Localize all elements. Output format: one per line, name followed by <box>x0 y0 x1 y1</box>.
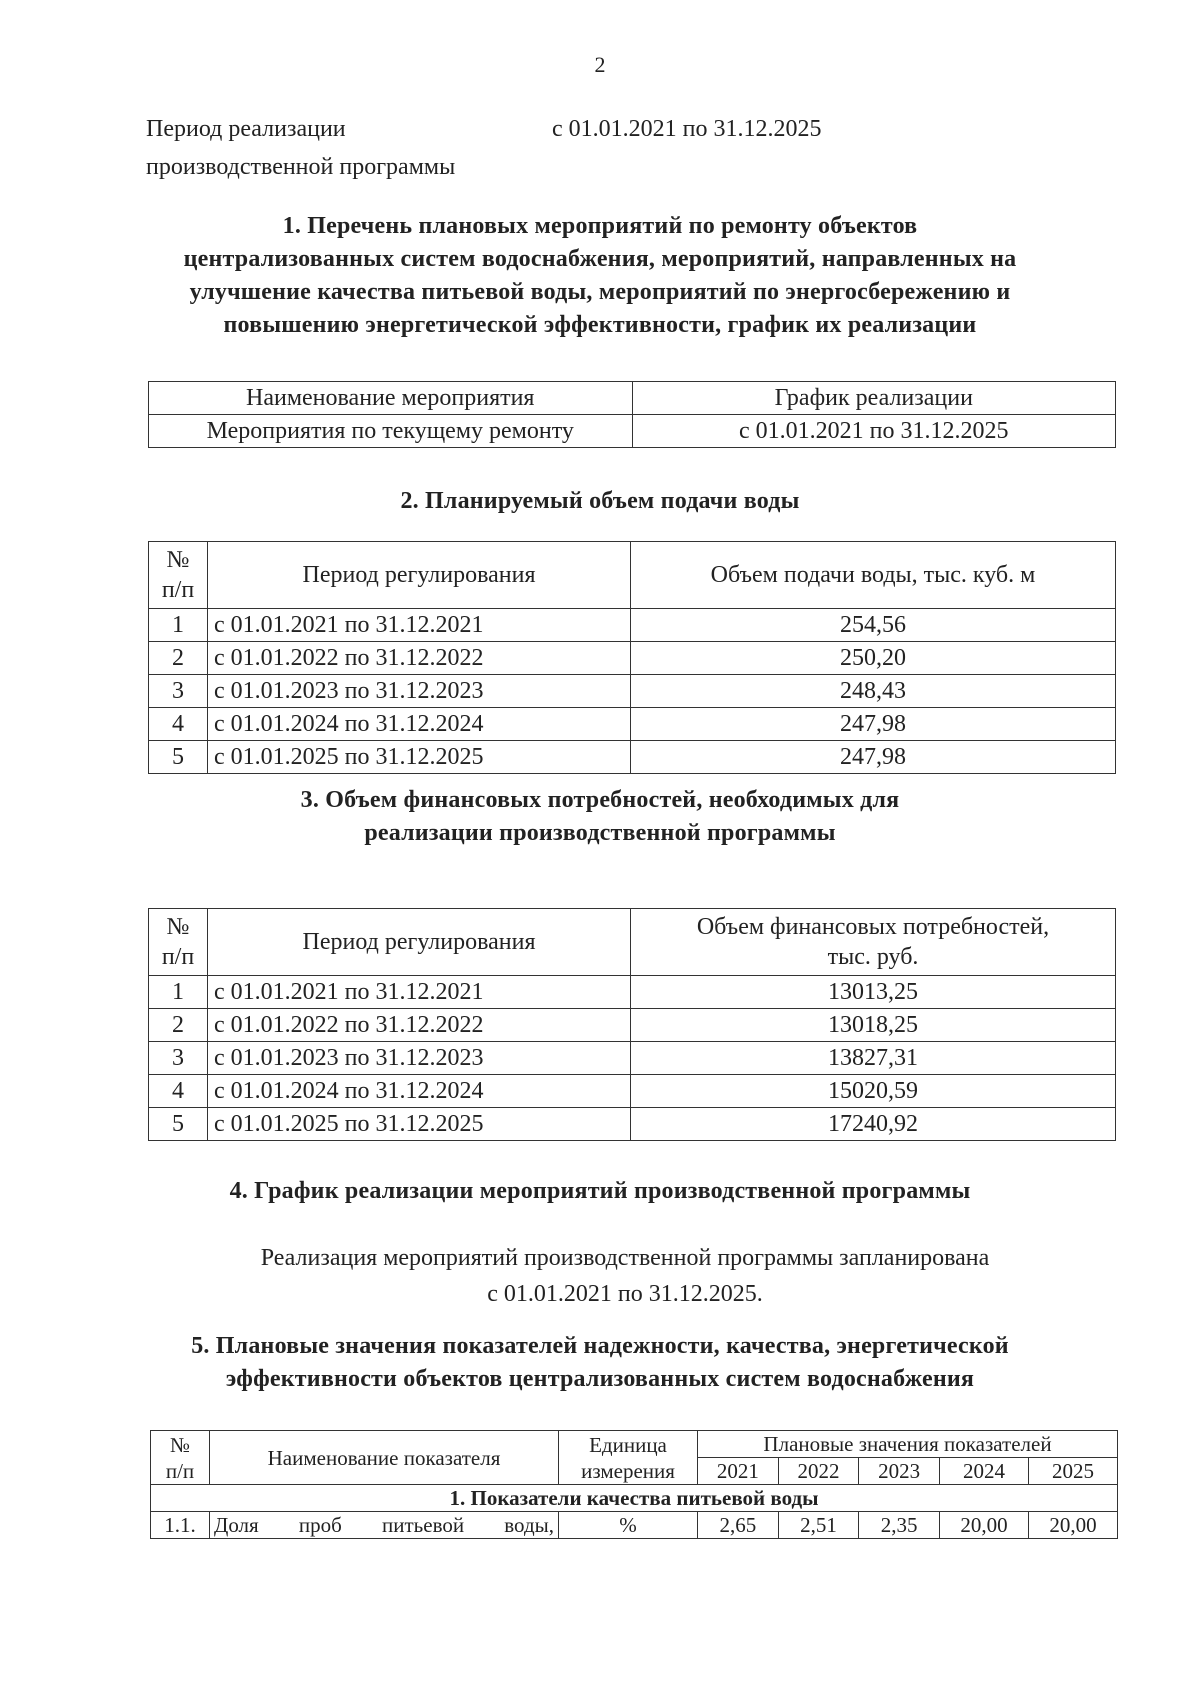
section5-title-line: 5. Плановые значения показателей надежности, качества, энергетической <box>191 1333 1009 1359</box>
cell-num: 1.1. <box>151 1512 210 1539</box>
section1-title-line: централизованных систем водоснабжения, мероприятий, направленных на <box>183 246 1017 272</box>
cell-period: с 01.01.2024 по 31.12.2024 <box>208 1075 631 1108</box>
num-abbr: п/п <box>161 577 195 603</box>
cell-num: 1 <box>149 609 208 642</box>
year-header: 2021 <box>698 1458 779 1485</box>
section4-text <box>150 1240 1100 1312</box>
section1-title-line: 1. Перечень плановых мероприятий по ремонту объектов <box>282 213 918 239</box>
year-header: 2024 <box>939 1458 1028 1485</box>
cell-period: с 01.01.2023 по 31.12.2023 <box>208 675 631 708</box>
cell-value: 2,51 <box>778 1512 859 1539</box>
cell-value: 20,00 <box>939 1512 1028 1539</box>
cell-num: 3 <box>149 675 208 708</box>
table-header-period: Период регулирования <box>208 909 631 976</box>
section5-title-line: эффективности объектов централизованных систем водоснабжения <box>225 1366 975 1392</box>
cell-period: с 01.01.2022 по 31.12.2022 <box>208 642 631 675</box>
table-header-plan: Плановые значения показателей <box>698 1431 1118 1458</box>
cell-num: 2 <box>149 1009 208 1042</box>
section-row: 1. Показатели качества питьевой воды <box>151 1485 1118 1512</box>
section5-title <box>120 1330 1080 1396</box>
year-header: 2025 <box>1028 1458 1117 1485</box>
section1-title-line: улучшение качества питьевой воды, мероприятий по энергосбережению и <box>189 279 1011 305</box>
activities-table <box>148 381 1116 448</box>
table-row <box>149 1042 1116 1075</box>
water-supply-table <box>148 541 1116 774</box>
cell-num: 4 <box>149 708 208 741</box>
section4-title: 4. График реализации мероприятий производственной программы <box>229 1178 971 1204</box>
header-unit-line: Единица <box>589 1432 667 1457</box>
table-header-name: Наименование показателя <box>210 1431 559 1485</box>
year-header: 2022 <box>778 1458 859 1485</box>
num-sign: № <box>169 1432 191 1457</box>
table-row <box>149 415 1116 448</box>
cell-unit: % <box>559 1512 698 1539</box>
section1-title <box>120 210 1080 342</box>
cell-value: 2,65 <box>698 1512 779 1539</box>
period-label-line2: производственной программы <box>146 154 456 180</box>
table-header-unit <box>559 1431 698 1485</box>
cell-period: с 01.01.2023 по 31.12.2023 <box>208 1042 631 1075</box>
cell-num: 5 <box>149 1108 208 1141</box>
section3-title-line: 3. Объем финансовых потребностей, необходимых для <box>300 787 900 813</box>
section4-text-line: с 01.01.2021 по 31.12.2025. <box>487 1281 763 1307</box>
cell-num: 5 <box>149 741 208 774</box>
cell-value: 248,43 <box>631 675 1116 708</box>
cell-value: 13018,25 <box>631 1009 1116 1042</box>
financial-needs-table <box>148 908 1116 1141</box>
table-header-num <box>149 909 208 976</box>
cell-num: 1 <box>149 976 208 1009</box>
table-row <box>149 675 1116 708</box>
table-row <box>149 976 1116 1009</box>
num-sign: № <box>166 914 190 940</box>
section4-text-line: Реализация мероприятий производственной программы запланирована <box>260 1245 990 1271</box>
table-row <box>149 1009 1116 1042</box>
cell-num: 2 <box>149 642 208 675</box>
period-block <box>146 110 822 186</box>
cell-value: 247,98 <box>631 708 1116 741</box>
cell-name: Доля проб питьевой воды, <box>210 1512 559 1539</box>
cell-period: с 01.01.2021 по 31.12.2021 <box>208 976 631 1009</box>
table-row <box>149 741 1116 774</box>
cell-period: с 01.01.2021 по 31.12.2021 <box>208 609 631 642</box>
period-value: с 01.01.2021 по 31.12.2025 <box>552 116 822 142</box>
table-header: Наименование мероприятия <box>149 382 633 415</box>
table-row <box>149 609 1116 642</box>
cell-value: 250,20 <box>631 642 1116 675</box>
header-value-line: Объем финансовых потребностей, <box>696 914 1050 940</box>
cell-value: 247,98 <box>631 741 1116 774</box>
num-abbr: п/п <box>161 944 195 970</box>
cell-value: 254,56 <box>631 609 1116 642</box>
table-row <box>149 1075 1116 1108</box>
header-unit-line: измерения <box>581 1458 675 1483</box>
table-row <box>149 708 1116 741</box>
cell-period: с 01.01.2025 по 31.12.2025 <box>208 741 631 774</box>
section2-title: 2. Планируемый объем подачи воды <box>400 488 800 514</box>
table-cell: с 01.01.2021 по 31.12.2025 <box>632 415 1116 448</box>
cell-period: с 01.01.2024 по 31.12.2024 <box>208 708 631 741</box>
num-abbr: п/п <box>165 1458 195 1483</box>
period-label-line1: Период реализации <box>146 116 346 142</box>
table-header-num <box>149 542 208 609</box>
cell-period: с 01.01.2022 по 31.12.2022 <box>208 1009 631 1042</box>
table-header-value: Объем подачи воды, тыс. куб. м <box>631 542 1116 609</box>
cell-value: 2,35 <box>859 1512 940 1539</box>
table-header-num <box>151 1431 210 1485</box>
section3-title <box>120 784 1080 850</box>
cell-value: 20,00 <box>1028 1512 1117 1539</box>
table-header-period: Период регулирования <box>208 542 631 609</box>
num-sign: № <box>166 547 190 573</box>
table-row <box>151 1512 1118 1539</box>
section3-title-line: реализации производственной программы <box>364 820 836 846</box>
table-row <box>149 642 1116 675</box>
table-header-value <box>631 909 1116 976</box>
cell-value: 15020,59 <box>631 1075 1116 1108</box>
cell-num: 3 <box>149 1042 208 1075</box>
cell-num: 4 <box>149 1075 208 1108</box>
page-number: 2 <box>594 52 606 77</box>
cell-value: 17240,92 <box>631 1108 1116 1141</box>
header-value-line: тыс. руб. <box>827 944 919 970</box>
cell-period: с 01.01.2025 по 31.12.2025 <box>208 1108 631 1141</box>
table-row <box>149 1108 1116 1141</box>
table-header: График реализации <box>632 382 1116 415</box>
table-cell: Мероприятия по текущему ремонту <box>149 415 633 448</box>
year-header: 2023 <box>859 1458 940 1485</box>
indicators-table <box>150 1430 1118 1539</box>
cell-value: 13827,31 <box>631 1042 1116 1075</box>
section1-title-line: повышению энергетической эффективности, график их реализации <box>223 312 977 338</box>
cell-value: 13013,25 <box>631 976 1116 1009</box>
